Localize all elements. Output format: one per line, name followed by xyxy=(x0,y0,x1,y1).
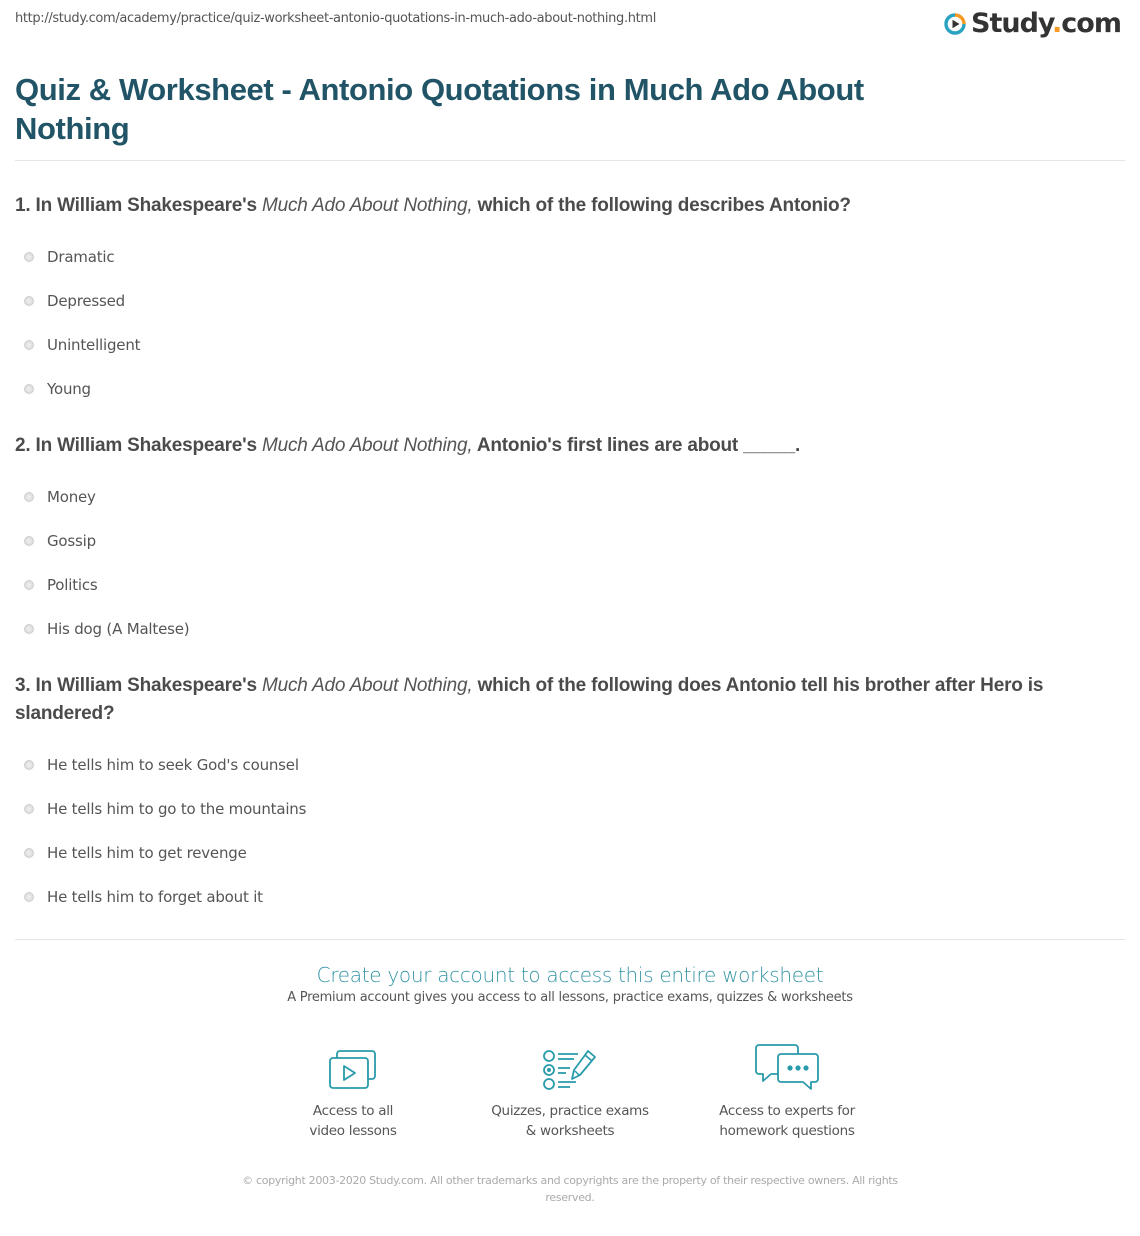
chat-bubbles-icon xyxy=(679,1045,896,1091)
study-logo[interactable] xyxy=(944,8,1121,40)
answer-option[interactable]: Unintelligent xyxy=(15,323,1115,367)
feature-label: Access to experts for homework questions xyxy=(719,1103,855,1139)
play-circle-icon xyxy=(944,13,966,35)
answer-option[interactable]: Young xyxy=(15,367,1115,411)
answer-list xyxy=(15,475,1115,651)
answer-list xyxy=(15,235,1115,411)
feature-experts xyxy=(679,1045,896,1141)
answer-list xyxy=(15,743,1115,919)
radio-button-icon[interactable] xyxy=(24,804,34,814)
answer-option[interactable]: Money xyxy=(15,475,1115,519)
question-text: 2. In William Shakespeare's Much Ado About Nothing, Antonio's first lines are about _____. xyxy=(15,435,801,456)
page-title: Quiz & Worksheet - Antonio Quotations in Much Ado About Nothing xyxy=(15,72,864,146)
radio-button-icon[interactable] xyxy=(24,760,34,770)
create-account-link[interactable]: Create your account to access this entire worksheet xyxy=(316,963,824,987)
signup-cta xyxy=(0,961,1140,1005)
question-text: 1. In William Shakespeare's Much Ado About Nothing, which of the following describes Antonio? xyxy=(15,195,851,216)
copyright-footer: © copyright 2003-2020 Study.com. All other trademarks and copyrights are the property of their respective owners. All rights reserved. xyxy=(242,1174,898,1204)
radio-button-icon[interactable] xyxy=(24,536,34,546)
answer-option[interactable]: Depressed xyxy=(15,279,1115,323)
question-3 xyxy=(15,672,1115,919)
radio-button-icon[interactable] xyxy=(24,384,34,394)
radio-button-icon[interactable] xyxy=(24,848,34,858)
feature-label: Access to all video lessons xyxy=(309,1103,397,1139)
title-divider xyxy=(15,160,1125,161)
feature-quizzes xyxy=(462,1045,679,1141)
feature-label: Quizzes, practice exams & worksheets xyxy=(491,1103,649,1139)
answer-option[interactable]: Politics xyxy=(15,563,1115,607)
answer-option[interactable]: His dog (A Maltese) xyxy=(15,607,1115,651)
feature-video-lessons xyxy=(245,1045,462,1141)
answer-option[interactable]: He tells him to get revenge xyxy=(15,831,1115,875)
radio-button-icon[interactable] xyxy=(24,492,34,502)
logo-wordmark: Study.com xyxy=(971,8,1121,39)
question-1 xyxy=(15,192,1115,411)
answer-option[interactable]: Gossip xyxy=(15,519,1115,563)
radio-button-icon[interactable] xyxy=(24,340,34,350)
question-text: 3. In William Shakespeare's Much Ado About Nothing, which of the following does Antonio tell his brother after Hero is slandered? xyxy=(15,675,1044,724)
radio-button-icon[interactable] xyxy=(24,580,34,590)
radio-button-icon[interactable] xyxy=(24,624,34,634)
radio-button-icon[interactable] xyxy=(24,892,34,902)
answer-option[interactable]: He tells him to go to the mountains xyxy=(15,787,1115,831)
radio-button-icon[interactable] xyxy=(24,252,34,262)
quiz-checklist-icon xyxy=(462,1045,679,1091)
answer-option[interactable]: He tells him to seek God's counsel xyxy=(15,743,1115,787)
video-lessons-icon xyxy=(245,1045,462,1091)
question-2 xyxy=(15,432,1115,651)
answer-option[interactable]: He tells him to forget about it xyxy=(15,875,1115,919)
answer-option[interactable]: Dramatic xyxy=(15,235,1115,279)
feature-list xyxy=(0,1045,1140,1141)
page-url: http://study.com/academy/practice/quiz-worksheet-antonio-quotations-in-much-ado-about-nothing.html xyxy=(15,11,656,26)
cta-subtitle: A Premium account gives you access to all lessons, practice exams, quizzes & worksheets xyxy=(287,990,853,1005)
content-divider xyxy=(15,939,1125,940)
radio-button-icon[interactable] xyxy=(24,296,34,306)
